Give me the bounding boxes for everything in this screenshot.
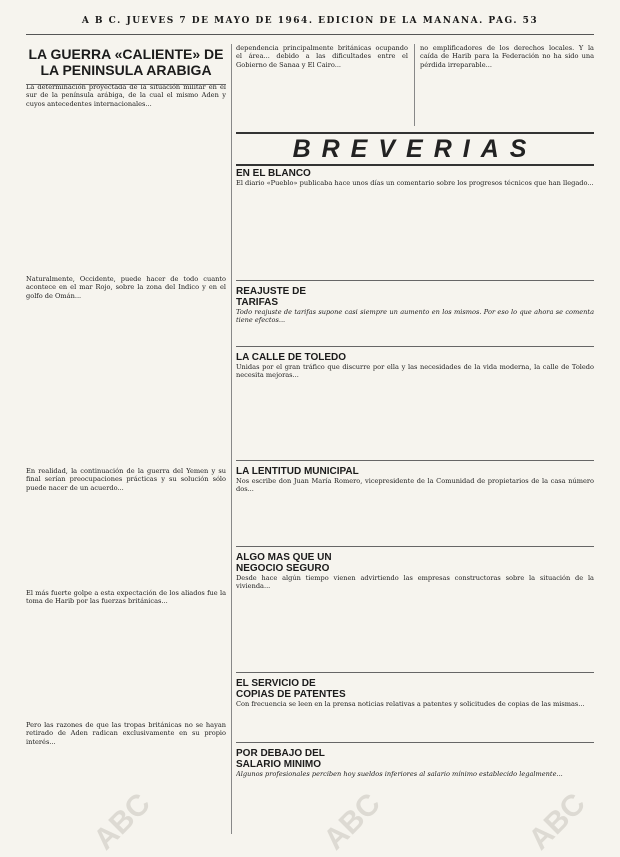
section-la-lentitud-municipal bbox=[236, 466, 594, 542]
section-body: El diario «Pueblo» publicaba hace unos días un comentario sobre los progresos técnicos que han llegado... bbox=[236, 179, 594, 187]
section-body: Algunos profesionales perciben hoy sueldos inferiores al salario mínimo establecido legalmente... bbox=[236, 770, 563, 778]
section-rule bbox=[236, 460, 594, 461]
section-title: EN EL BLANCO bbox=[236, 168, 311, 179]
section-title: ALGO MAS QUE UN NEGOCIO SEGURO bbox=[236, 552, 332, 574]
section-rule bbox=[236, 346, 594, 347]
page-header: A B C. JUEVES 7 DE MAYO DE 1964. EDICION DE LA MAÑANA. PAG. 53 bbox=[26, 16, 594, 35]
section-body: Nos escribe don Juan María Romero, vicepresidente de la Comunidad de propietarios de la casa número dos... bbox=[236, 477, 594, 494]
section-body: Con frecuencia se leen en la prensa noticias relativas a patentes y solicitudes de copias de las mismas... bbox=[236, 700, 585, 708]
section-rule bbox=[236, 742, 594, 743]
section-title: LA LENTITUD MUNICIPAL bbox=[236, 466, 359, 477]
section-title: POR DEBAJO DEL SALARIO MINIMO bbox=[236, 748, 325, 770]
section-la-calle-de-toledo bbox=[236, 352, 594, 456]
section-title: REAJUSTE DE TARIFAS bbox=[236, 286, 307, 308]
continuation-text: dependencia principalmente británicas ocupando el área... debido a las dificultades entre el Gobierno de Sanaa y El Cairo... bbox=[236, 44, 408, 69]
section-body: Todo reajuste de tarifas supone casi siempre un aumento en los mismos. Por eso lo que ahora se comenta tiene efectos... bbox=[236, 308, 594, 325]
column-divider bbox=[231, 44, 232, 834]
section-rule bbox=[236, 280, 594, 281]
section-rule bbox=[236, 672, 594, 673]
section-algo-mas-que-un-negocio-seguro bbox=[236, 552, 594, 668]
paragraph: El más fuerte golpe a esta expectación de los aliados fue la toma de Harib por las fuerzas británicas... bbox=[26, 589, 226, 606]
left-article bbox=[26, 44, 226, 834]
section-title: EL SERVICIO DE COPIAS DE PATENTES bbox=[236, 678, 346, 700]
section-el-servicio-de-copias bbox=[236, 678, 594, 738]
abc-watermark: ABC bbox=[317, 786, 387, 857]
section-body: Unidas por el gran tráfico que discurre por ella y las necesidades de la vida moderna, la calle de Toledo necesita mejoras... bbox=[236, 363, 594, 380]
continuation-left bbox=[236, 44, 408, 126]
paragraph: Pero las razones de que las tropas británicas no se hayan retirado de Aden radican exclusivamente en su propio interés... bbox=[26, 721, 226, 746]
continuation-right bbox=[420, 44, 594, 126]
section-title: LA CALLE DE TOLEDO bbox=[236, 352, 346, 363]
continuation-text: no emplificadores de los derechos locales. Y la caída de Harib para la Federación no ha sido una pérdida irreparable... bbox=[420, 44, 594, 69]
section-en-el-blanco bbox=[236, 168, 594, 276]
paragraph: Naturalmente, Occidente, puede hacer de todo cuanto acontece en el mar Rojo, sobre la zona del Indico y en el golfo de Omán... bbox=[26, 275, 226, 300]
paragraph: En realidad, la continuación de la guerra del Yemen y su final serían preocupaciones prácticas y su solución sólo puede nacer de un acuerdo... bbox=[26, 467, 226, 492]
abc-watermark: ABC bbox=[87, 786, 157, 857]
abc-watermark: ABC bbox=[522, 786, 592, 857]
article-title: LA GUERRA «CALIENTE» DE LA PENINSULA ARABIGA bbox=[28, 46, 224, 78]
column-divider bbox=[414, 44, 415, 126]
paragraph: La determinación proyectada de la situación militar en el sur de la península arábiga, de la cual el mismo Aden y cuyos antecedentes internacionales... bbox=[26, 83, 226, 108]
breverias-banner: BREVERIAS bbox=[236, 132, 594, 166]
section-rule bbox=[236, 546, 594, 547]
section-reajuste-de-tarifas bbox=[236, 286, 594, 342]
title-rule bbox=[26, 84, 226, 85]
section-body: Desde hace algún tiempo vienen advirtiendo las empresas constructoras sobre la situación de la vivienda... bbox=[236, 574, 594, 591]
